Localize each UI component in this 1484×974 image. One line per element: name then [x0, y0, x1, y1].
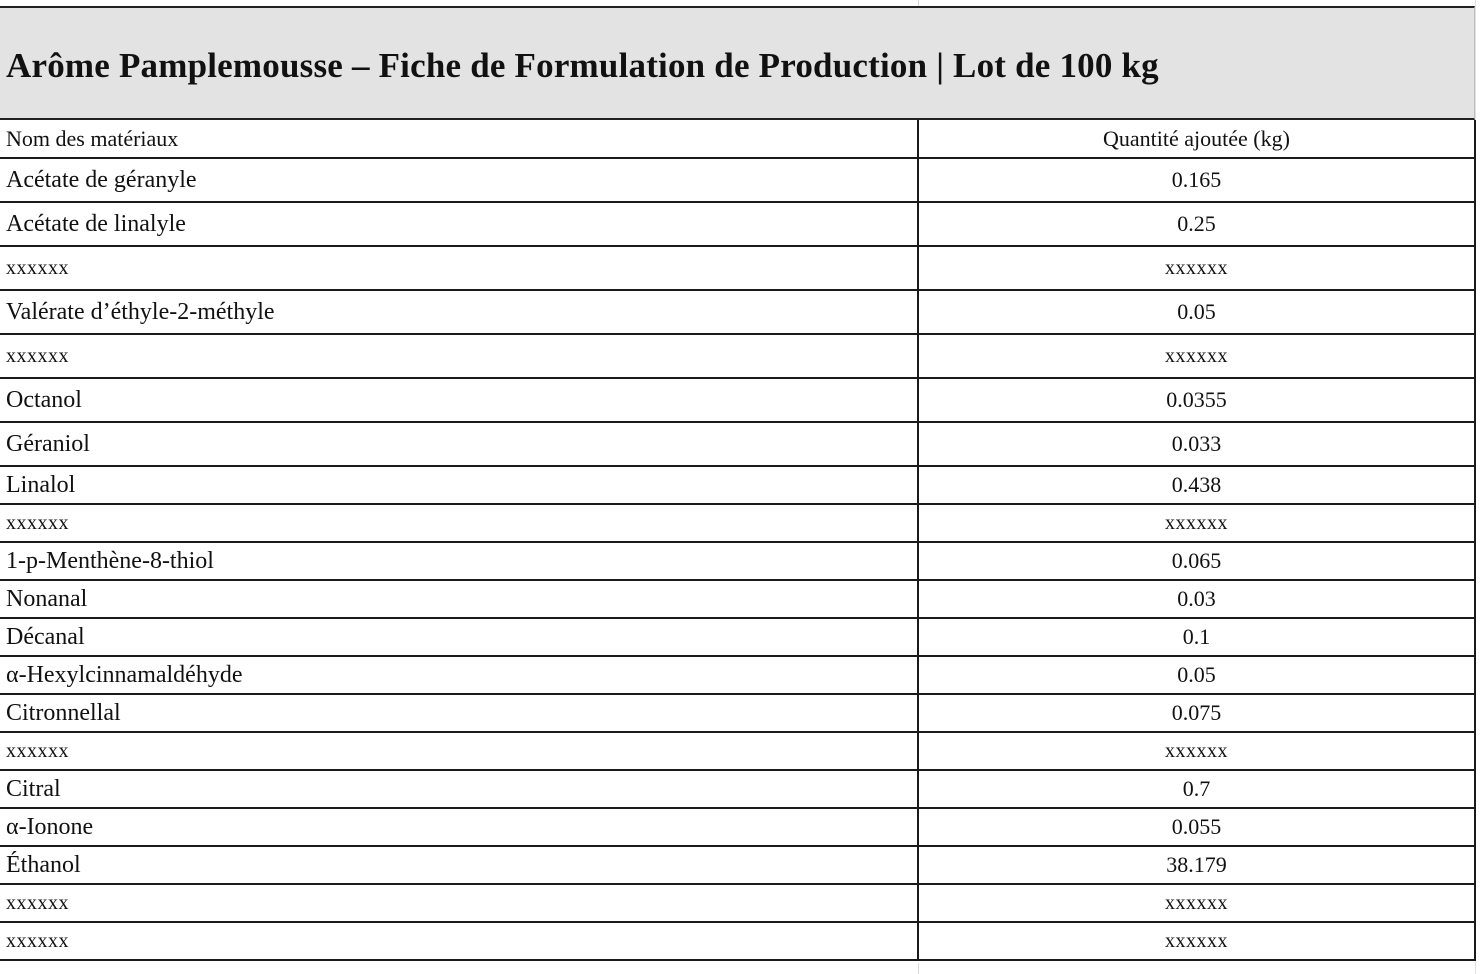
quantity-cell[interactable]: xxxxxx [918, 334, 1475, 378]
table-row [0, 770, 1475, 808]
table-row [0, 846, 1475, 884]
table-row [0, 334, 1475, 378]
quantity-cell[interactable]: xxxxxx [918, 246, 1475, 290]
material-name-cell[interactable]: Acétate de linalyle [0, 202, 918, 246]
table-row [0, 618, 1475, 656]
material-name-cell[interactable]: 1-p-Menthène-8-thiol [0, 542, 918, 580]
quantity-cell[interactable]: 0.05 [918, 656, 1475, 694]
table-row [0, 884, 1475, 922]
quantity-cell[interactable]: 0.438 [918, 466, 1475, 504]
material-name-cell[interactable]: Nonanal [0, 580, 918, 618]
quantity-cell[interactable]: 0.7 [918, 770, 1475, 808]
material-name-cell[interactable]: α-Hexylcinnamaldéhyde [0, 656, 918, 694]
material-name-cell[interactable]: xxxxxx [0, 334, 918, 378]
title-cell[interactable] [0, 6, 1475, 120]
material-name-cell[interactable]: Éthanol [0, 846, 918, 884]
material-name-cell[interactable]: Citronnellal [0, 694, 918, 732]
material-name-cell[interactable]: Acétate de géranyle [0, 158, 918, 202]
quantity-cell[interactable]: 38.179 [918, 846, 1475, 884]
material-name-cell[interactable]: xxxxxx [0, 504, 918, 542]
material-name-cell[interactable]: xxxxxx [0, 884, 918, 922]
table-row [0, 504, 1475, 542]
table-row [0, 694, 1475, 732]
table-row [0, 422, 1475, 466]
quantity-cell[interactable]: 0.03 [918, 580, 1475, 618]
header-quantity[interactable]: Quantité ajoutée (kg) [918, 120, 1475, 158]
material-name-cell[interactable]: xxxxxx [0, 732, 918, 770]
table-row [0, 808, 1475, 846]
material-name-cell[interactable]: Géraniol [0, 422, 918, 466]
table-row [0, 202, 1475, 246]
quantity-cell[interactable]: 0.25 [918, 202, 1475, 246]
quantity-cell[interactable]: 0.075 [918, 694, 1475, 732]
table-row [0, 466, 1475, 504]
material-name-cell[interactable]: Décanal [0, 618, 918, 656]
table-row [0, 290, 1475, 334]
quantity-cell[interactable]: 0.05 [918, 290, 1475, 334]
table-row [0, 158, 1475, 202]
material-name-cell[interactable]: Octanol [0, 378, 918, 422]
formulation-table [0, 120, 1476, 961]
quantity-cell[interactable]: 0.1 [918, 618, 1475, 656]
quantity-cell[interactable]: 0.065 [918, 542, 1475, 580]
quantity-cell[interactable]: 0.165 [918, 158, 1475, 202]
table-row [0, 732, 1475, 770]
quantity-cell[interactable]: 0.055 [918, 808, 1475, 846]
table-row [0, 378, 1475, 422]
material-name-cell[interactable]: xxxxxx [0, 246, 918, 290]
table-row [0, 542, 1475, 580]
table-row [0, 656, 1475, 694]
material-name-cell[interactable]: Citral [0, 770, 918, 808]
header-row [0, 120, 1475, 158]
material-name-cell[interactable]: xxxxxx [0, 922, 918, 960]
quantity-cell[interactable]: 0.0355 [918, 378, 1475, 422]
material-name-cell[interactable]: Valérate d’éthyle-2-méthyle [0, 290, 918, 334]
table-row [0, 246, 1475, 290]
gridline [918, 963, 919, 974]
material-name-cell[interactable]: Linalol [0, 466, 918, 504]
quantity-cell[interactable]: xxxxxx [918, 884, 1475, 922]
quantity-cell[interactable]: 0.033 [918, 422, 1475, 466]
material-name-cell[interactable]: α-Ionone [0, 808, 918, 846]
table-row [0, 580, 1475, 618]
quantity-cell[interactable]: xxxxxx [918, 732, 1475, 770]
quantity-cell[interactable]: xxxxxx [918, 922, 1475, 960]
sheet-title: Arôme Pamplemousse – Fiche de Formulation de Production | Lot de 100 kg [6, 46, 1159, 85]
quantity-cell[interactable]: xxxxxx [918, 504, 1475, 542]
header-material-name[interactable]: Nom des matériaux [0, 120, 918, 158]
table-row [0, 922, 1475, 960]
